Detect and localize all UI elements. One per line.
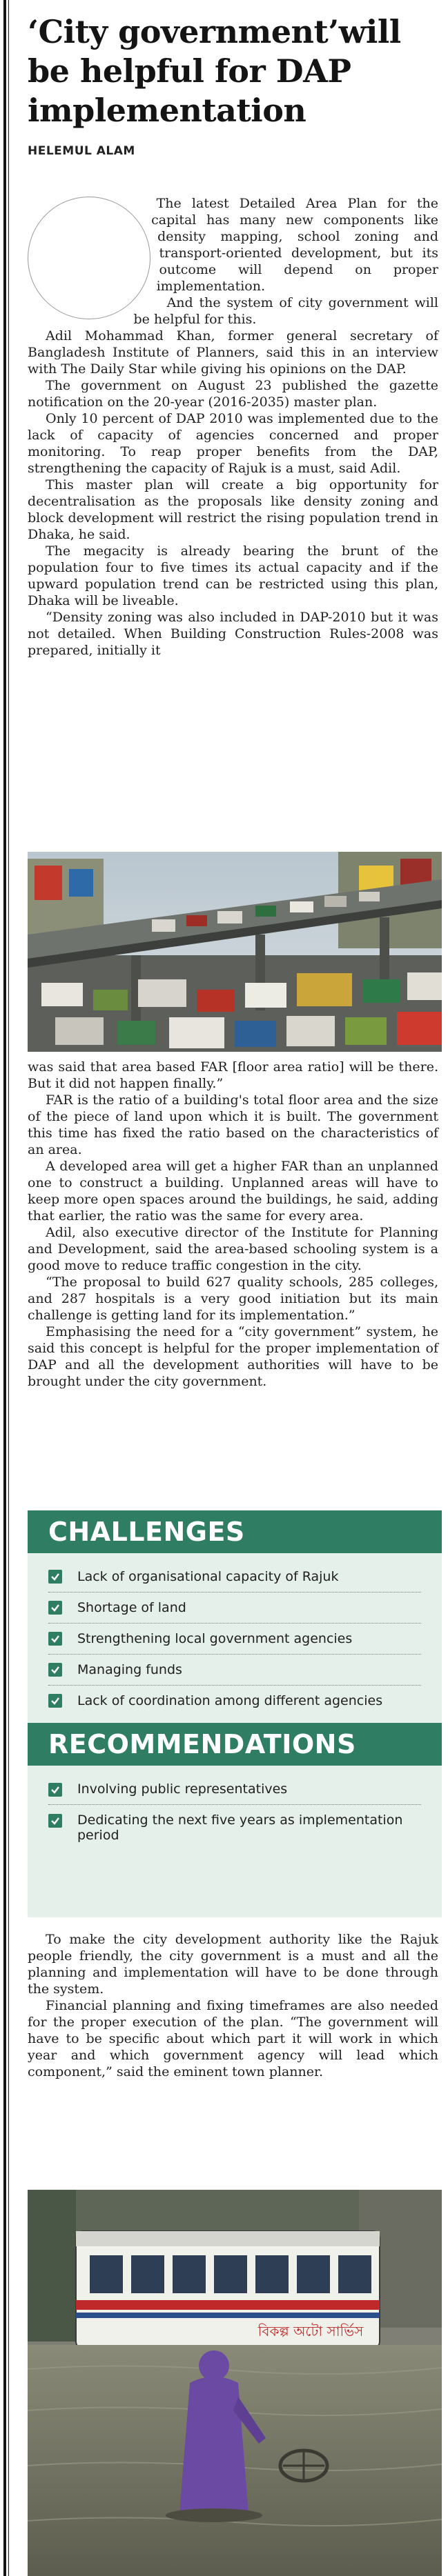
list-item: [48, 1805, 421, 1850]
challenges-recommendations-box: [28, 1510, 442, 1917]
recommendations-heading: RECOMMENDATIONS: [28, 1723, 442, 1766]
list-item: [48, 1686, 421, 1716]
list-item: [48, 1774, 421, 1805]
paragraph: Adil Mohammad Khan, former general secretary of Bangladesh Institute of Planners, said this in an interview with The Daily Star while giving his opinions on the DAP.: [28, 328, 438, 377]
paragraph: This master plan will create a big opportunity for decentralisation as the proposals like density zoning and block development will restrict the rising population trend in Dhaka, he said.: [28, 477, 438, 542]
traffic-flyover-photo: [28, 852, 442, 1052]
challenge-text: Shortage of land: [77, 1600, 186, 1615]
recommendations-list: [28, 1774, 442, 1850]
check-icon: [48, 1694, 62, 1708]
list-item: [48, 1655, 421, 1686]
article-body-part-1: [28, 195, 438, 659]
paragraph: And the system of city government will be helpful for this.: [133, 295, 438, 327]
check-icon: [48, 1783, 62, 1797]
check-icon: [48, 1601, 62, 1615]
challenges-list: [28, 1561, 442, 1716]
article-body-part-2: [28, 1059, 438, 1390]
paragraph: was said that area based FAR [floor area ratio] will be there. But it did not happen finally.”: [28, 1059, 438, 1091]
paragraph: Adil, also executive director of the Institute for Planning and Development, said the area-based schooling system is a good move to reduce traffic congestion in the city.: [28, 1225, 438, 1273]
headline: ‘City government’will be helpful for DAP implementation: [28, 13, 401, 129]
paragraph: The government on August 23 published the gazette notification on the 20-year (2016-2035) master plan.: [28, 378, 438, 410]
check-icon: [48, 1570, 62, 1584]
paragraph: Only 10 percent of DAP 2010 was implemented due to the lack of capacity of agencies concerned and proper monitoring. To reap proper benefits from the DAP, strengthening the capacity of Rajuk is a must, said Adil.: [28, 411, 438, 476]
paragraph: The megacity is already bearing the brunt of the population four to five times its actual capacity and if the upward population trend can be restricted using this plan, Dhaka will be liveable.: [28, 543, 438, 608]
waterlogged-street-photo: [28, 2190, 442, 2576]
list-item: [48, 1561, 421, 1592]
submerged-wheel: [280, 2450, 327, 2481]
article-column: [28, 0, 442, 2576]
recommendation-text: Dedicating the next five years as implementation period: [77, 1813, 403, 1843]
author-photo-placeholder: [28, 197, 150, 319]
paragraph: A developed area will get a higher FAR than an unplanned one to construct a building. Unplanned areas will have to keep more open spaces around the buildings, he said, adding that earlier, the ratio was the same for every area.: [28, 1159, 438, 1224]
challenge-text: Managing funds: [77, 1662, 182, 1677]
byline: HELEMUL ALAM: [28, 144, 135, 158]
check-icon: [48, 1663, 62, 1677]
paragraph: The latest Detailed Area Plan for the capital has many new components like density mapping, school zoning and transport-oriented development, but its outcome will depend on proper implementation.: [151, 196, 438, 294]
challenge-text: Strengthening local government agencies: [77, 1631, 353, 1646]
challenges-heading: CHALLENGES: [28, 1510, 442, 1553]
paragraph: “Density zoning was also included in DAP-2010 but it was not detailed. When Building Construction Rules-2008 was prepared, initially it: [28, 610, 438, 658]
paragraph: “The proposal to build 627 quality schools, 285 colleges, and 287 hospitals is a very good initiation but its main challenge is getting land for its implementation.”: [28, 1275, 438, 1323]
challenge-text: Lack of organisational capacity of Rajuk: [77, 1569, 339, 1584]
paragraph: FAR is the ratio of a building's total floor area and the size of the piece of land upon which it is built. The government this time has fixed the ratio based on the characteristics of an area.: [28, 1092, 438, 1157]
article-body-part-3: [28, 1931, 438, 2080]
bus-sign-text: বিকল্প অটো সার্ভিস: [257, 2323, 364, 2339]
check-icon: [48, 1814, 62, 1828]
list-item: [48, 1592, 421, 1624]
check-icon: [48, 1632, 62, 1646]
paragraph: To make the city development authority like the Rajuk people friendly, the city government is a must and all the planning and implementation will have to be done through the system.: [28, 1932, 438, 1997]
paragraph: Financial planning and fixing timeframes are also needed for the proper execution of the plan. “The government will have to be specific about which part it will work in which year and which government agency will lead which component,” said the eminent town planner.: [28, 1998, 438, 2079]
list-item: [48, 1624, 421, 1655]
left-column-rule-thin: [8, 0, 9, 2576]
paragraph: Emphasising the need for a “city government” system, he said this concept is helpful for the proper implementation of DAP and all the development authorities will have to be brought under the city government.: [28, 1324, 438, 1389]
challenge-text: Lack of coordination among different agencies: [77, 1693, 383, 1708]
left-column-rule-thick: [3, 0, 6, 2576]
recommendation-text: Involving public representatives: [77, 1781, 288, 1797]
